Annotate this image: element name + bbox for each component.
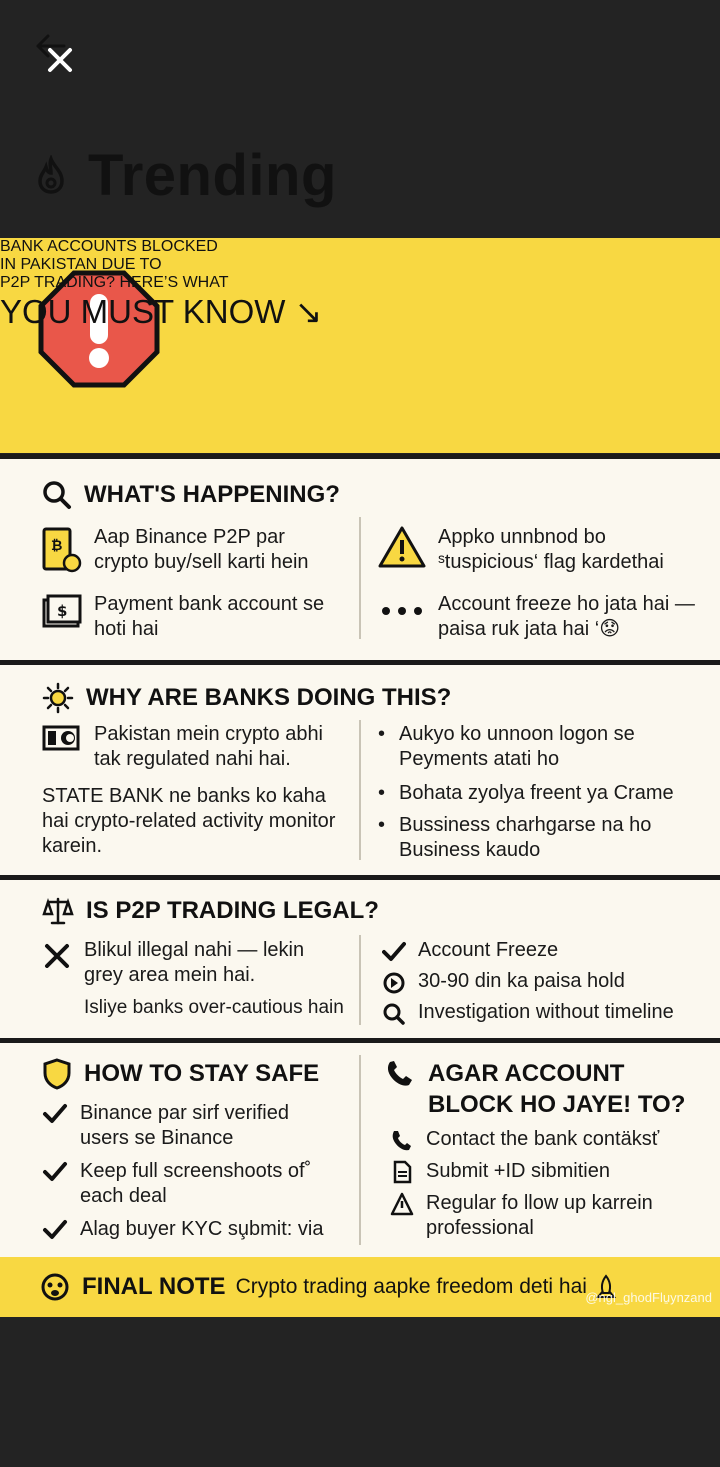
cash-icon <box>42 592 82 632</box>
column-divider <box>359 517 361 639</box>
item-text: Submit +ID sibmitien <box>426 1160 610 1182</box>
why-right-item-3 <box>378 813 698 863</box>
whats-happening-heading <box>42 480 340 510</box>
play-circle-icon <box>382 969 406 995</box>
item-text: Account Freeze <box>418 939 559 961</box>
check-icon <box>42 1159 68 1185</box>
blocked-item-3 <box>390 1191 710 1241</box>
account-blocked-heading <box>384 1058 685 1120</box>
why-left-item <box>42 722 352 772</box>
happening-right-item-2 <box>378 592 708 642</box>
section-title <box>428 1058 685 1120</box>
item-text: 30-90 din ka paisa hold <box>418 970 625 992</box>
shield-icon <box>42 1058 72 1090</box>
safe-item-2 <box>42 1159 342 1209</box>
legal-right-item-1 <box>382 938 712 964</box>
document-icon <box>390 1159 414 1185</box>
item-text: Bohata zyolya freent ya Crame <box>399 782 674 804</box>
legal-right-item-2 <box>382 969 712 995</box>
legal-left-item <box>42 938 352 988</box>
legal-line-2: grey area mein hai. <box>84 964 256 986</box>
p2p-legal-heading <box>42 896 379 926</box>
item-text: Investigation without timeline <box>418 1001 674 1023</box>
column-divider <box>359 1055 361 1245</box>
section-title: IS P2P TRADING LEGAL? <box>86 897 379 924</box>
safe-item-1 <box>42 1101 342 1151</box>
search-icon <box>382 1000 406 1026</box>
phone-icon <box>384 1058 416 1090</box>
bullet-icon: • <box>378 814 386 836</box>
why-left-paragraph: STATE BANK ne banks ko kaha hai crypto-related activity monitor karein. <box>42 785 336 857</box>
item-text: Alag buyer KYC su̧bmit: via <box>80 1218 324 1240</box>
why-banks-heading <box>42 682 451 714</box>
check-icon <box>42 1101 68 1127</box>
id-card-icon <box>42 722 82 752</box>
sun-alert-icon <box>42 682 74 714</box>
close-button[interactable] <box>30 30 90 90</box>
legal-right-item-3 <box>382 1000 712 1026</box>
final-note-label: FINAL NOTE <box>82 1273 226 1300</box>
title-line-2: BLOCK HO JAYE! TO? <box>428 1091 686 1118</box>
headline-line-3: P2P TRADING? HERE’S WHAT <box>0 274 229 291</box>
watermark: @ngl_ghodFlu̱ynzand <box>585 1290 712 1305</box>
section-title: WHAT'S HAPPENING? <box>84 481 340 508</box>
check-icon <box>382 938 406 964</box>
title-line-1: AGAR ACCOUNT <box>428 1060 625 1087</box>
page-title <box>34 135 337 215</box>
headline-text <box>0 238 720 331</box>
item-text: Pakistan mein crypto abhi tak regulated nahi hai. <box>94 723 324 770</box>
item-text: Regular fo llow up karrein professional <box>426 1192 653 1239</box>
trending-title: Trending <box>88 142 337 208</box>
warning-triangle-icon <box>378 525 426 569</box>
bullet-icon: • <box>378 723 386 745</box>
alert-person-icon <box>390 1191 414 1217</box>
blocked-item-2 <box>390 1159 710 1185</box>
item-text: Aap Binance P2P par crypto buy/sell karti hein <box>94 526 309 573</box>
final-note-bar <box>0 1257 720 1317</box>
close-icon <box>30 30 90 90</box>
blocked-item-1 <box>390 1127 710 1153</box>
dots-icon <box>378 592 426 622</box>
item-text: Keep full screenshoots of˚ each deal <box>80 1160 312 1207</box>
safe-item-3 <box>42 1217 342 1243</box>
phone-icon <box>390 1127 414 1153</box>
item-text: Aukyo ko unnoon logon se Peyments atati ho <box>399 723 635 770</box>
bullet-icon: • <box>378 782 386 804</box>
phone-crypto-icon <box>42 525 82 573</box>
why-right-item-1 <box>378 722 698 772</box>
section-title: WHY ARE BANKS DOING THIS? <box>86 684 452 711</box>
item-text: Contact the bank contäksť <box>426 1128 660 1150</box>
headline-line-2: IN PAKISTAN DUE TO <box>0 256 162 273</box>
item-text: Appko unnbnod bo ˢtuspicious‘ flag kardethai <box>438 526 664 573</box>
top-bar <box>0 0 720 238</box>
svg-text:$: $ <box>57 602 68 620</box>
happening-left-item-2 <box>42 592 342 642</box>
section-title: HOW TO STAY SAFE <box>84 1060 320 1087</box>
headline-line-4: YOU MUST KNOW ↘ <box>0 293 323 330</box>
bottom-area <box>0 1317 720 1467</box>
legal-line-1: Blikul illegal nahi — lekin <box>84 939 305 961</box>
happening-left-item-1 <box>42 525 342 575</box>
check-icon <box>42 1217 68 1243</box>
column-divider <box>359 720 361 860</box>
happening-right-item-1 <box>378 525 708 575</box>
x-mark-icon <box>42 938 72 968</box>
headline-line-1: BANK ACCOUNTS BLOCKED <box>0 238 218 255</box>
search-icon <box>42 480 72 510</box>
worried-face-icon <box>40 1272 70 1302</box>
flame-icon <box>34 155 68 195</box>
legal-note: Isliye banks over-cautious hain <box>84 997 344 1018</box>
svg-text:₿: ₿ <box>51 538 63 554</box>
final-note-message: Crypto trading aapke freedom deti hai <box>235 1275 587 1298</box>
stay-safe-heading <box>42 1058 319 1090</box>
item-text: Binance par sirf verified users se Binance <box>80 1102 289 1149</box>
scales-icon <box>42 896 74 926</box>
why-right-item-2 <box>378 781 698 806</box>
item-text: Account freeze ho jata hai — paisa ruk jata hai ‘😟 <box>438 593 695 640</box>
item-text: Payment bank account se hoti hai <box>94 593 325 640</box>
item-text <box>84 938 304 988</box>
item-text: Bussiness charhgarse na ho Business kaudo <box>399 814 652 861</box>
